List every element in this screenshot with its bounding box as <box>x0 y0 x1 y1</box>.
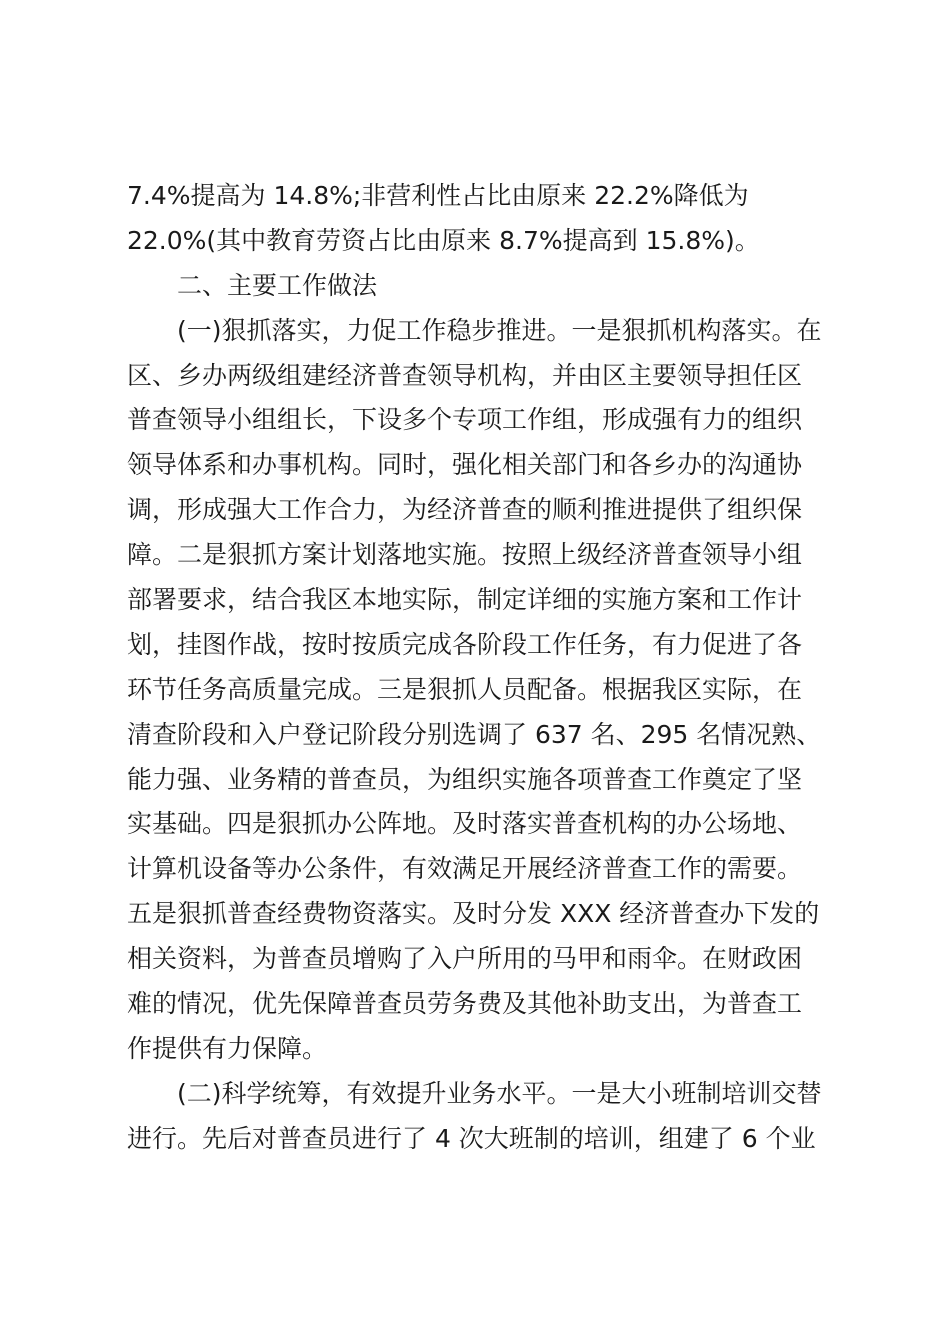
text-line: 实基础。四是狠抓办公阵地。及时落实普查机构的办公场地、 <box>127 809 803 839</box>
text-line: 五是狠抓普查经费物资落实。及时分发 XXX 经济普查办下发的 <box>127 899 820 929</box>
section-heading: 二、主要工作做法 <box>177 270 378 300</box>
text-line: 难的情况，优先保障普查员劳务费及其他补助支出，为普查工 <box>127 989 803 1019</box>
paragraph-start-line: (二)科学统筹，有效提升业务水平。一是大小班制培训交替 <box>177 1078 822 1108</box>
text-line: 7.4%提高为 14.8%;非营利性占比由原来 22.2%降低为 <box>127 181 749 210</box>
text-line: 普查领导小组组长，下设多个专项工作组，形成强有力的组织 <box>127 405 803 435</box>
text-line: 区、乡办两级组建经济普查领导机构，并由区主要领导担任区 <box>127 360 803 390</box>
text-line: 划，挂图作战，按时按质完成各阶段工作任务，有力促进了各 <box>127 629 803 659</box>
document-body <box>127 174 827 1162</box>
text-line: 进行。先后对普查员进行了 4 次大班制的培训，组建了 6 个业 <box>127 1123 816 1153</box>
text-line: 清查阶段和入户登记阶段分别选调了 637 名、295 名情况熟、 <box>127 719 822 749</box>
text-line: 调，形成强大工作合力，为经济普查的顺利推进提供了组织保 <box>127 495 803 525</box>
paragraph-start-line: (一)狠抓落实，力促工作稳步推进。一是狠抓机构落实。在 <box>177 315 822 345</box>
text-line: 相关资料，为普查员增购了入户所用的马甲和雨伞。在财政困 <box>127 944 803 974</box>
text-line: 领导体系和办事机构。同时，强化相关部门和各乡办的沟通协 <box>127 450 803 480</box>
text-line: 能力强、业务精的普查员，为组织实施各项普查工作奠定了坚 <box>127 764 803 794</box>
text-line: 计算机设备等办公条件，有效满足开展经济普查工作的需要。 <box>127 854 803 884</box>
text-line: 22.0%(其中教育劳资占比由原来 8.7%提高到 15.8%)。 <box>127 225 760 255</box>
text-line: 作提供有力保障。 <box>127 1033 328 1063</box>
text-line: 部署要求，结合我区本地实际，制定详细的实施方案和工作计 <box>127 585 803 615</box>
text-line: 环节任务高质量完成。三是狠抓人员配备。根据我区实际，在 <box>127 674 803 704</box>
text-line: 障。二是狠抓方案计划落地实施。按照上级经济普查领导小组 <box>127 540 803 570</box>
